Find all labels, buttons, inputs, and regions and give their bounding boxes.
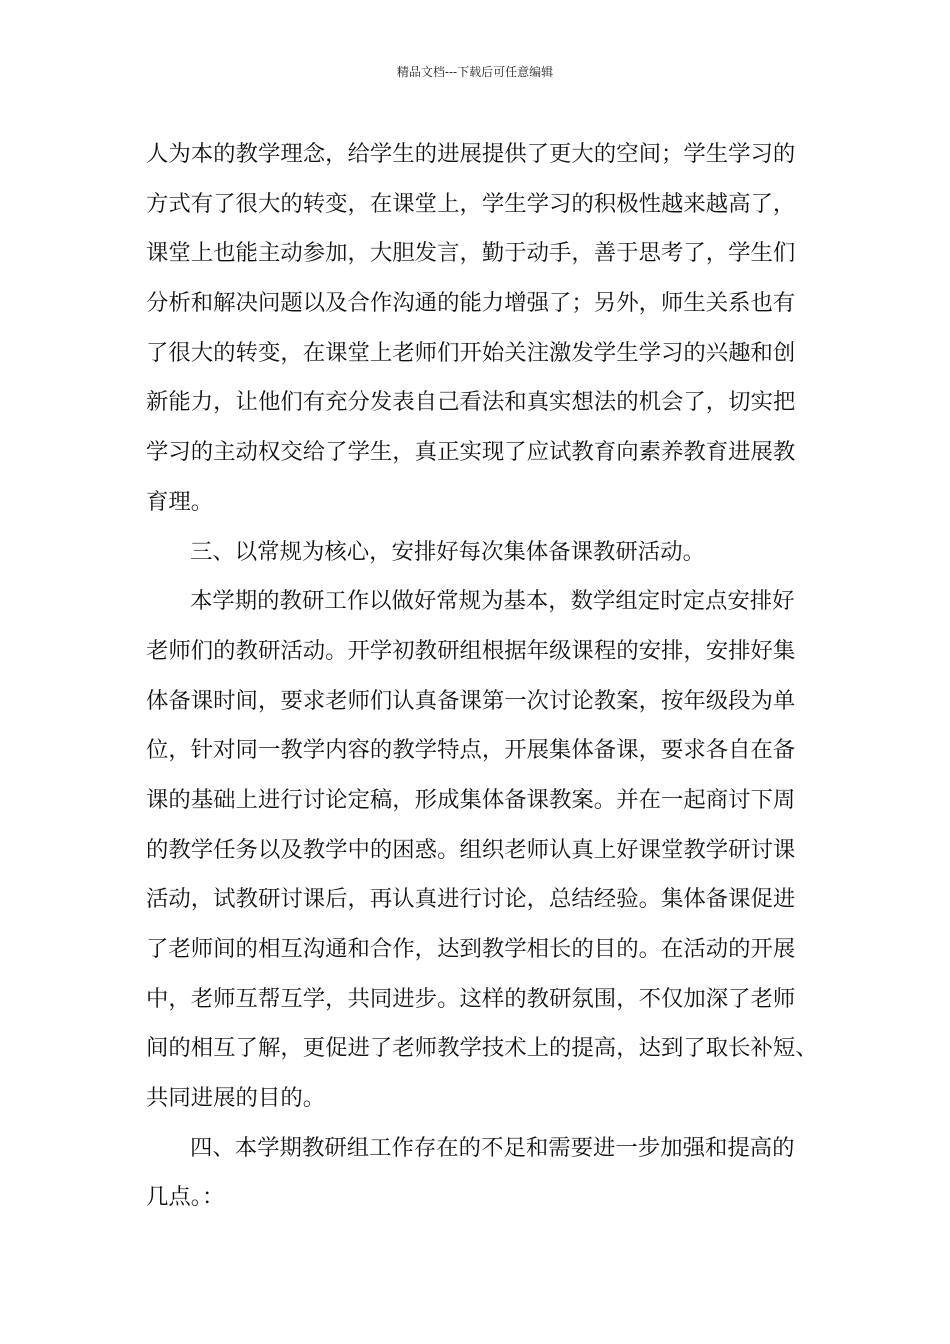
text-line: 分析和解决问题以及合作沟通的能力增强了；另外，师生关系也有 [146,290,796,317]
text-line: 几点。： [146,1184,225,1211]
text-line: 本学期的教研工作以做好常规为基本，数学组定时定点安排好 [190,588,795,615]
text-line: 课的基础上进行讨论定稿，形成集体备课教案。并在一起商讨下周 [146,786,796,813]
text-line: 活动，试教研讨课后，再认真进行讨论，总结经验。集体备课促进 [146,886,796,913]
page-header: 精品文档---下载后可任意编辑 [396,65,554,79]
text-line: 育理。 [146,488,214,515]
text-line: 老师们的教研活动。开学初教研组根据年级课程的安排，安排好集 [146,637,796,664]
document-body [146,130,816,1223]
text-line: 三、以常规为核心，安排好每次集体备课教研活动。 [190,538,705,565]
text-line: 课堂上也能主动参加，大胆发言，勤于动手，善于思考了，学生们 [146,240,796,267]
text-line: 位，针对同一教学内容的教学特点，开展集体备课，要求各自在备 [146,737,796,764]
text-line: 的教学任务以及教学中的困惑。组织老师认真上好课堂教学研讨课 [146,836,796,863]
text-line: 了很大的转变，在课堂上老师们开始关注激发学生学习的兴趣和创 [146,339,796,366]
text-line: 四、本学期教研组工作存在的不足和需要进一步加强和提高的 [190,1134,795,1161]
text-line: 学习的主动权交给了学生，真正实现了应试教育向素养教育进展教 [146,439,796,466]
text-line: 体备课时间，要求老师们认真备课第一次讨论教案，按年级段为单 [146,687,796,714]
text-line: 间的相互了解，更促进了老师教学技术上的提高，达到了取长补短、 [146,1035,818,1062]
text-line: 方式有了很大的转变，在课堂上，学生学习的积极性越来越高了， [146,190,796,217]
text-line: 共同进展的目的。 [146,1085,326,1112]
text-line: 中，老师互帮互学，共同进步。这样的教研氛围，不仅加深了老师 [146,985,796,1012]
text-line: 人为本的教学理念，给学生的进展提供了更大的空间；学生学习的 [146,141,796,167]
text-line: 新能力，让他们有充分发表自己看法和真实想法的机会了，切实把 [146,389,796,416]
text-line: 了老师间的相互沟通和合作，达到教学相长的目的。在活动的开展 [146,936,796,962]
